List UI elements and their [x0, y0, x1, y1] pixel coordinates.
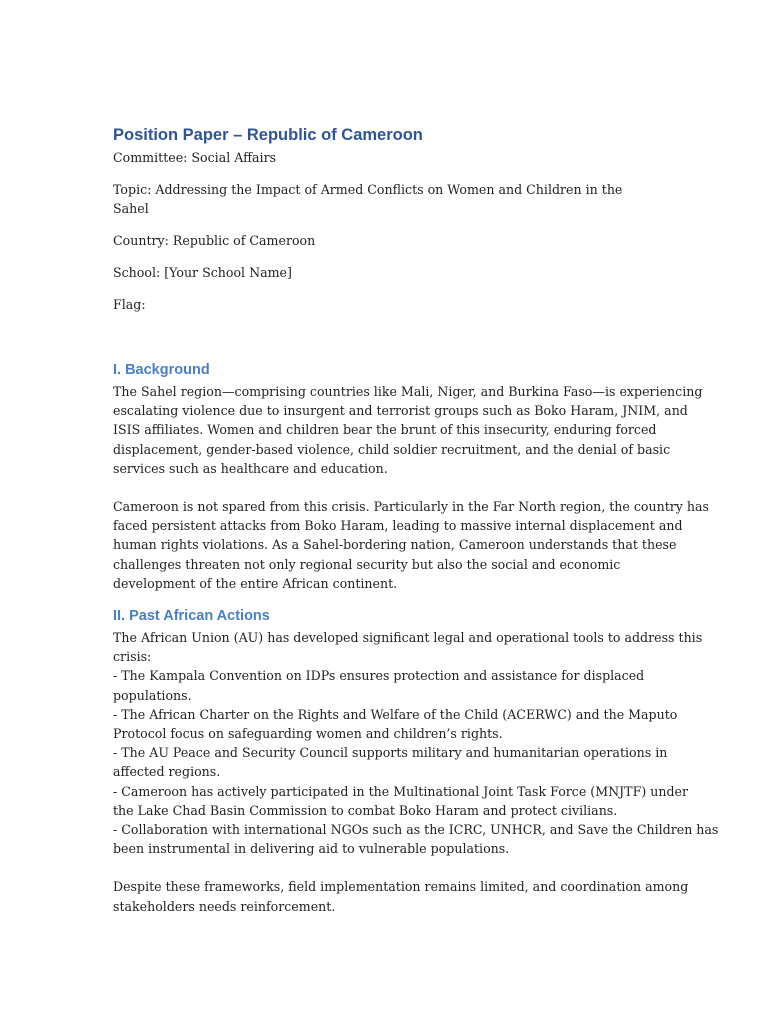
text-line: - The AU Peace and Security Council supports military and humanitarian operations in — [113, 745, 668, 761]
past-actions-heading: II. Past African Actions — [113, 608, 270, 625]
text-line: stakeholders needs reinforcement. — [113, 898, 336, 914]
text-line: ISIS affiliates. Women and children bear the brunt of this insecurity, enduring forced — [113, 422, 657, 438]
text-line: human rights violations. As a Sahel-bordering nation, Cameroon understands that these — [113, 537, 677, 553]
committee-line: Committee: Social Affairs — [113, 150, 277, 165]
text-line: - The Kampala Convention on IDPs ensures protection and assistance for displaced — [113, 668, 645, 684]
text-line: escalating violence due to insurgent and terrorist groups such as Boko Haram, JNIM, and — [113, 403, 688, 419]
text-line: Despite these frameworks, field implementation remains limited, and coordination among — [113, 879, 689, 895]
text-line: Cameroon is not spared from this crisis. Particularly in the Far North region, the country has — [113, 499, 709, 515]
text-line: displacement, gender-based violence, child soldier recruitment, and the denial of basic — [113, 441, 671, 457]
text-line: been instrumental in delivering aid to vulnerable populations. — [113, 841, 510, 857]
page-title: Position Paper – Republic of Cameroon — [113, 126, 423, 144]
document-body — [113, 124, 719, 916]
past-actions-paragraph-2 — [113, 877, 689, 915]
background-paragraph-2 — [113, 497, 709, 593]
text-line: The African Union (AU) has developed significant legal and operational tools to address this — [113, 630, 703, 646]
text-line: faced persistent attacks from Boko Haram, leading to massive internal displacement and — [113, 518, 683, 534]
flag-line: Flag: — [113, 297, 146, 312]
text-line: - The African Charter on the Rights and Welfare of the Child (ACERWC) and the Maputo — [113, 706, 678, 722]
text-line: challenges threaten not only regional security but also the social and economic — [113, 556, 621, 572]
school-line: School: [Your School Name] — [113, 265, 292, 280]
text-line: populations. — [113, 687, 192, 703]
text-line: crisis: — [113, 649, 152, 665]
text-line: Protocol focus on safeguarding women and children’s rights. — [113, 726, 503, 742]
text-line: the Lake Chad Basin Commission to combat Boko Haram and protect civilians. — [113, 802, 618, 818]
past-actions-paragraph-1 — [113, 628, 719, 858]
text-line: services such as healthcare and education. — [113, 460, 388, 476]
background-heading: I. Background — [113, 362, 210, 378]
text-line: - Collaboration with international NGOs such as the ICRC, UNHCR, and Save the Children has — [113, 822, 719, 838]
country-line: Country: Republic of Cameroon — [113, 233, 316, 248]
text-line: affected regions. — [113, 764, 221, 780]
background-paragraph-1 — [113, 382, 703, 478]
text-line: development of the entire African continent. — [113, 575, 398, 591]
text-line: The Sahel region—comprising countries like Mali, Niger, and Burkina Faso—is experiencing — [113, 384, 703, 399]
text-line: - Cameroon has actively participated in the Multinational Joint Task Force (MNJTF) under — [113, 783, 688, 799]
topic-line: Topic: Addressing the Impact of Armed Conflicts on Women and Children in the Sahel — [113, 182, 623, 216]
